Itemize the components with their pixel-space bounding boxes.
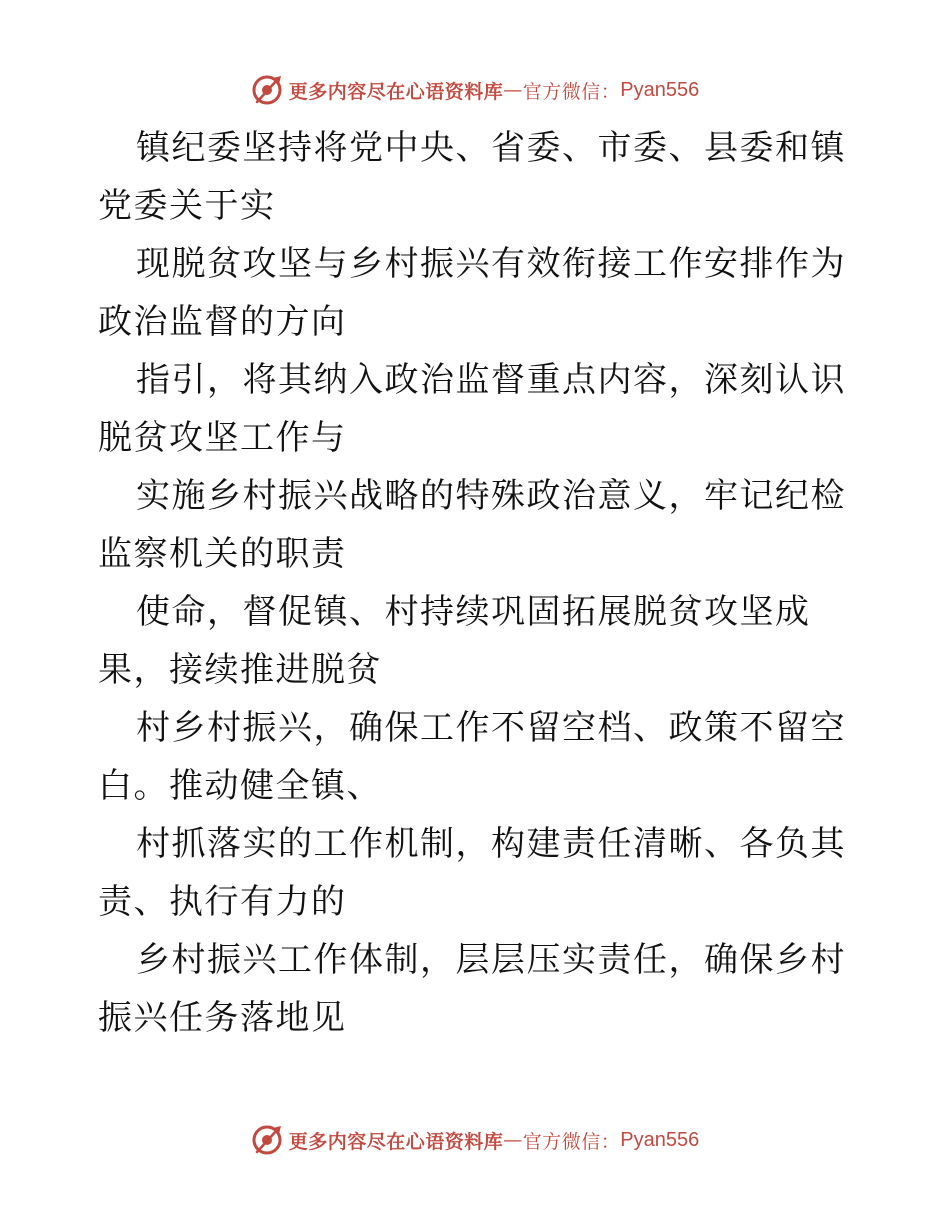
watermark-wechat-label: 官方微信：: [522, 80, 621, 103]
watermark-separator: —: [503, 79, 523, 101]
watermark-wechat-label: 官方微信：: [522, 1130, 621, 1153]
watermark-main-text: 更多内容尽在心语资料库: [288, 80, 504, 103]
paragraph-6: 村乡村振兴，确保工作不留空档、政策不留空白。推动健全镇、: [98, 708, 846, 806]
paragraph-8: 乡村振兴工作体制，层层压实责任，确保乡村振兴任务落地见: [98, 940, 846, 1038]
header-watermark: [0, 70, 950, 110]
paragraph-7: 村抓落实的工作机制，构建责任清晰、各负其责、执行有力的: [98, 824, 846, 922]
paragraph-3: 指引，将其纳入政治监督重点内容，深刻认识脱贫攻坚工作与: [98, 360, 846, 458]
paragraph-2: 现脱贫攻坚与乡村振兴有效衔接工作安排作为政治监督的方向: [98, 244, 846, 342]
quill-logo-icon: [251, 1124, 283, 1156]
watermark-main-text: 更多内容尽在心语资料库: [288, 1130, 504, 1153]
watermark-wechat-id: Pyan556: [620, 78, 700, 101]
watermark-wechat-id: Pyan556: [620, 1128, 700, 1151]
watermark-separator: —: [503, 1129, 523, 1151]
document-body: [98, 119, 858, 1047]
quill-logo-icon: [251, 74, 283, 106]
paragraph-1: 镇纪委坚持将党中央、省委、市委、县委和镇党委关于实: [98, 128, 846, 226]
footer-watermark: [0, 1120, 950, 1160]
paragraph-5: 使命，督促镇、村持续巩固拓展脱贫攻坚成果，接续推进脱贫: [98, 592, 811, 690]
paragraph-4: 实施乡村振兴战略的特殊政治意义，牢记纪检监察机关的职责: [98, 476, 846, 574]
